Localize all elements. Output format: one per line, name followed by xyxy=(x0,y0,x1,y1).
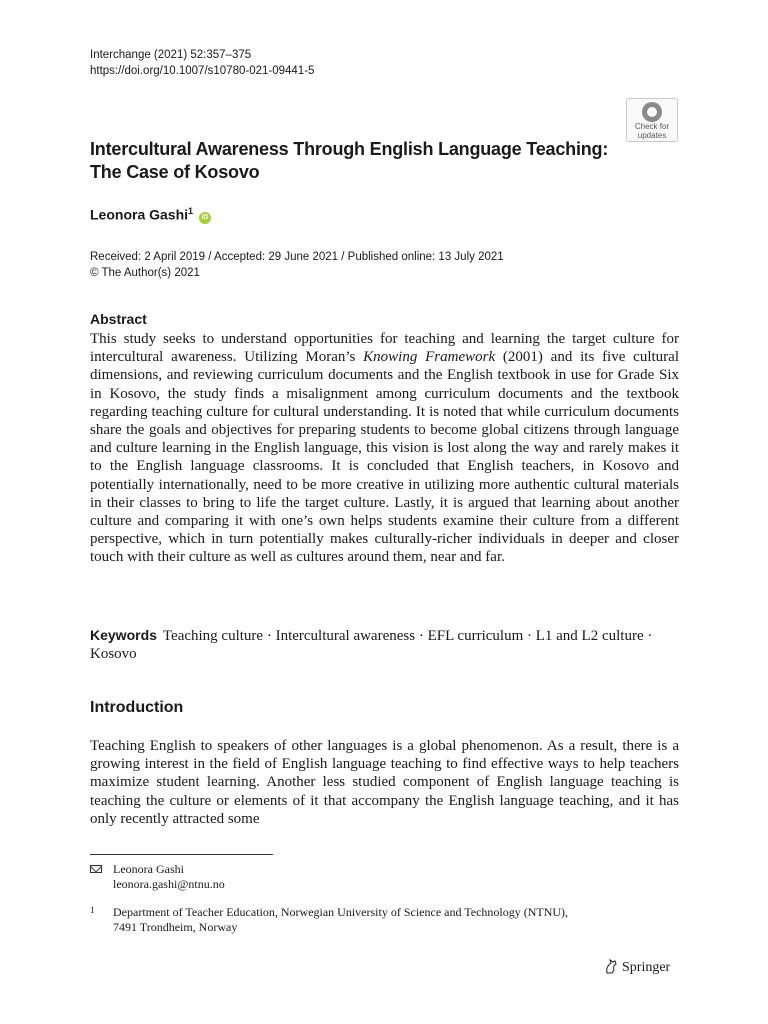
abstract-italic-term: Knowing Framework xyxy=(363,349,496,366)
publisher-logo xyxy=(604,958,670,976)
corresponding-author xyxy=(90,862,225,892)
copyright-line: © The Author(s) 2021 xyxy=(90,267,200,279)
doi-link[interactable]: https://doi.org/10.1007/s10780-021-09441-5 xyxy=(90,65,315,77)
affiliation-number: 1 xyxy=(90,905,95,915)
check-updates-icon xyxy=(642,102,662,122)
author-name[interactable]: Leonora Gashi xyxy=(90,206,189,223)
footnote-divider xyxy=(90,854,273,855)
journal-citation: Interchange (2021) 52:357–375 xyxy=(90,49,252,61)
orcid-icon[interactable]: iD xyxy=(199,212,211,224)
author-affil-sup: 1 xyxy=(188,206,194,216)
affiliation-line-2: 7491 Trondheim, Norway xyxy=(113,920,238,934)
abstract-text: This study seeks to understand opportunities for teaching and learning the target culture for intercultural awareness. Utilizing Moran’s Knowing Framework (2001) and its five cultural dimensions, and reviewing curriculum documents and the English textbook in use for Grade Six in Kosovo, the study finds a misalignment among curriculum documents and the textbook regarding teaching culture for cultural understanding. It is noted that while curriculum documents share the goals and objectives for preparing students to become global citizens through language and culture learning in the English language, this vision is lost along the way and rarely makes it to the English language classrooms. It is concluded that English teachers, in Kosovo and potentially internationally, need to be more creative in utilizing more authentic cultural materials in their classes to bring to life the target culture. Lastly, it is argued that learning about another culture and comparing it with one’s own helps students examine their culture from a different perspective, which in turn potentially makes culturally-richer individuals in deeper and closer touch with their culture as well as cultures around them, near and far. xyxy=(90,331,679,566)
keywords-text: Teaching culture · Intercultural awareness · EFL curriculum · L1 and L2 culture · Kosovo xyxy=(90,628,653,663)
introduction-text: Teaching English to speakers of other languages is a global phenomenon. As a result, there is a growing interest in the field of English language teaching to find effective ways to help teachers maximize student learning. Another less studied component of English language teaching is teaching the culture or elements of it that accompany the English language teaching, and it has only recently attracted some xyxy=(90,738,679,827)
check-updates-label: Check for updates xyxy=(634,122,670,140)
affiliation xyxy=(90,905,679,935)
affiliation-line-1: Department of Teacher Education, Norwegian University of Science and Technology (NTNU), xyxy=(113,905,569,919)
envelope-icon xyxy=(90,865,102,873)
dates-line: Received: 2 April 2019 / Accepted: 29 June 2021 / Published online: 13 July 2021 xyxy=(90,251,504,263)
article-title: Intercultural Awareness Through English Language Teaching: The Case of Kosovo xyxy=(90,139,609,182)
keywords-label: Keywords xyxy=(90,627,157,643)
contact-name: Leonora Gashi xyxy=(113,862,184,876)
publication-dates xyxy=(90,249,504,281)
publisher-name: Springer xyxy=(622,960,671,975)
keywords xyxy=(90,626,679,663)
author-line xyxy=(90,206,211,224)
journal-info xyxy=(90,47,314,79)
introduction-heading: Introduction xyxy=(90,699,184,716)
contact-email[interactable]: leonora.gashi@ntnu.no xyxy=(113,877,225,891)
springer-horse-icon xyxy=(604,958,618,974)
check-for-updates-button[interactable] xyxy=(626,98,678,142)
abstract-heading: Abstract xyxy=(90,311,147,327)
